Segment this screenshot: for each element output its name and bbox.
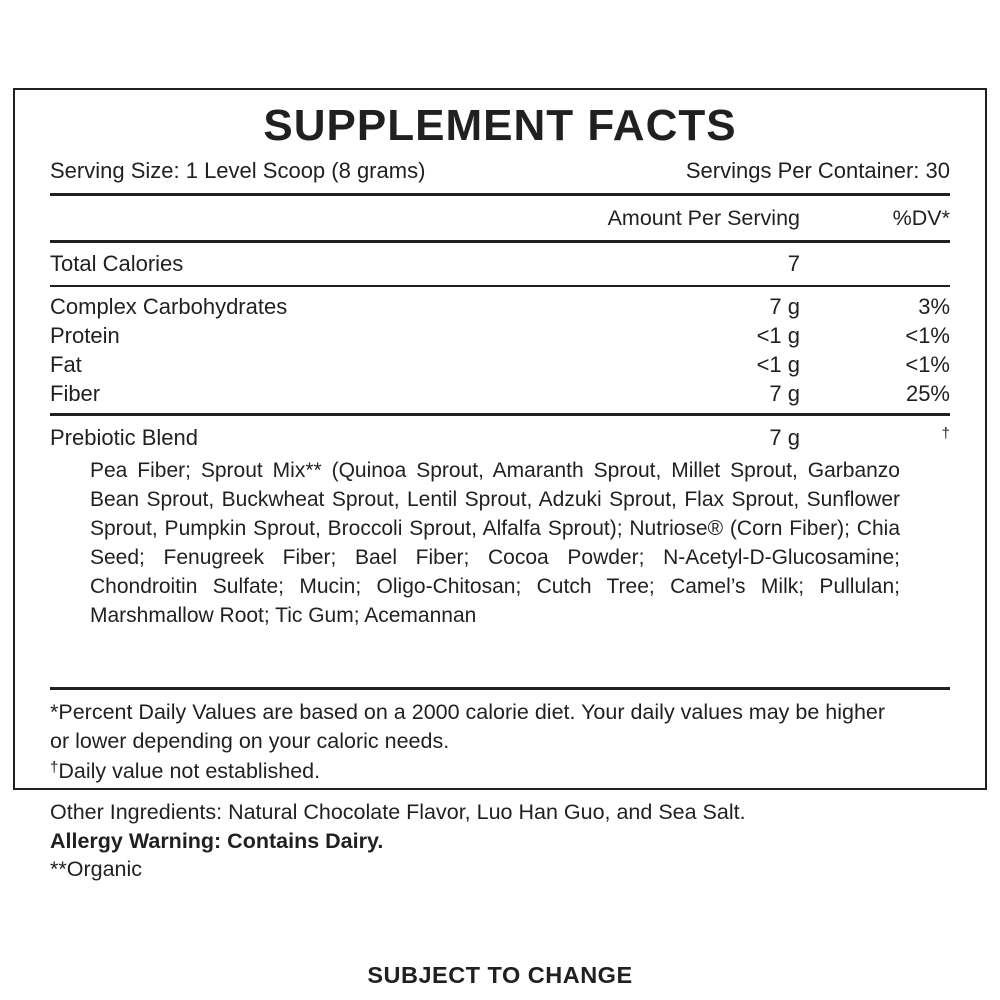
other-ingredients-text: Other Ingredients: Natural Chocolate Flavor, Luo Han Guo, and Sea Salt. bbox=[50, 800, 746, 824]
nutrient-amount: <1 g bbox=[756, 323, 800, 348]
serving-size-text: Serving Size: 1 Level Scoop (8 grams) bbox=[50, 158, 426, 183]
dagger-symbol: † bbox=[50, 758, 59, 776]
nutrient-amount: 7 g bbox=[769, 381, 800, 406]
amount-per-serving-header: Amount Per Serving bbox=[607, 205, 800, 230]
blend-name: Prebiotic Blend bbox=[50, 425, 198, 450]
divider-before-footnotes bbox=[50, 687, 950, 690]
blend-amount: 7 g bbox=[769, 425, 800, 450]
blend-dv-dagger: † bbox=[941, 425, 950, 442]
allergy-warning-text: Allergy Warning: Contains Dairy. bbox=[50, 828, 384, 853]
nutrient-row-fiber bbox=[50, 379, 950, 408]
column-header-row bbox=[50, 196, 950, 240]
nutrient-amount: 7 g bbox=[769, 294, 800, 319]
nutrient-row-complex-carbohydrates bbox=[50, 292, 950, 321]
calories-row bbox=[50, 243, 950, 285]
nutrient-name: Protein bbox=[50, 323, 120, 348]
percent-dv-footnote: *Percent Daily Values are based on a 2000 calorie diet. Your daily values may be higher or lower depending on your caloric needs. bbox=[50, 699, 886, 753]
subject-to-change-note: SUBJECT TO CHANGE bbox=[367, 962, 633, 988]
dagger-footnote bbox=[50, 757, 910, 789]
nutrient-dv: <1% bbox=[905, 323, 950, 348]
nutrient-row-protein bbox=[50, 321, 950, 350]
footnotes bbox=[50, 698, 910, 789]
nutrient-dv: <1% bbox=[905, 352, 950, 377]
organic-note-text: **Organic bbox=[50, 857, 143, 881]
servings-per-container-text: Servings Per Container: 30 bbox=[685, 158, 950, 183]
nutrient-rows bbox=[50, 287, 950, 413]
nutrient-dv: 25% bbox=[905, 381, 950, 406]
nutrient-name: Fiber bbox=[50, 381, 101, 406]
calories-amount: 7 bbox=[787, 250, 800, 276]
nutrient-dv: 3% bbox=[918, 294, 950, 319]
below-panel-notes bbox=[50, 798, 950, 884]
prebiotic-blend-row bbox=[50, 416, 950, 455]
blend-ingredients-text: Pea Fiber; Sprout Mix** (Quinoa Sprout, Amaranth Sprout, Millet Sprout, Garbanzo Bean Sprout, Buckwheat Sprout, Lentil Sprout, Adzuki Sprout, Flax Sprout, Sunflower Sprout, Pumpkin Sprout, Broccoli Sprout, Alfalfa Sprout); Nutriose® (Corn Fiber); Chia Seed; Fenugreek Fiber; Bael Fiber; Cocoa Powder; N-Acetyl-D-Glucosamine; Chondroitin Sulfate; Mucin; Oligo-Chitosan; Cutch Tree; Camel’s Milk; Pullulan; Marshmallow Root; Tic Gum; Acemannan bbox=[90, 459, 900, 627]
supplement-facts-panel bbox=[13, 88, 987, 790]
serving-info-row bbox=[50, 156, 950, 185]
nutrient-name: Fat bbox=[50, 352, 82, 377]
calories-name: Total Calories bbox=[50, 250, 184, 276]
dagger-footnote-text: Daily value not established. bbox=[58, 758, 321, 783]
percent-dv-header: %DV* bbox=[892, 205, 950, 230]
nutrient-row-fat bbox=[50, 350, 950, 379]
nutrient-amount: <1 g bbox=[756, 352, 800, 377]
nutrient-name: Complex Carbohydrates bbox=[50, 294, 288, 319]
panel-title: SUPPLEMENT FACTS bbox=[263, 101, 737, 150]
